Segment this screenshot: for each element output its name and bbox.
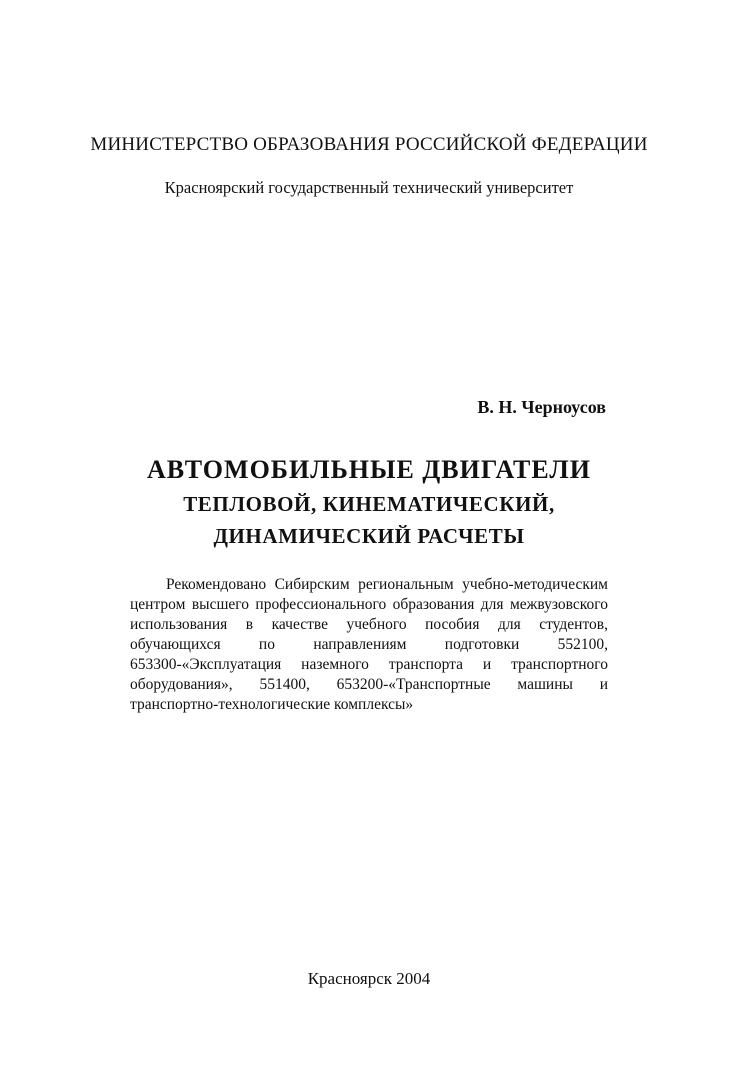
publication-place-year: Красноярск 2004 [307, 969, 431, 988]
title-main-line: АВТОМОБИЛЬНЫЕ ДВИГАТЕЛИ [147, 455, 591, 484]
title-subtitle-line-2: ДИНАМИЧЕСКИЙ РАСЧЕТЫ [213, 524, 525, 548]
university-name: Красноярский государственный технический университет [164, 178, 574, 197]
title-subtitle-line-1: ТЕПЛОВОЙ, КИНЕМАТИЧЕСКИЙ, [183, 492, 555, 516]
author-name: В. Н. Черноусов [477, 397, 606, 417]
recommendation-paragraph: Рекомендовано Сибирским региональным учебно-методическим центром высшего профессионального образования для межвузовского использования в качестве учебного пособия для студентов, обучающихся по направлениям подготовки 552100, 653300-«Эксплуатация наземного транспорта и транспортного оборудования», 551400, 653200-«Транспортные машины и транспортно-технологические комплексы» [130, 576, 608, 713]
ministry-heading: МИНИСТЕРСТВО ОБРАЗОВАНИЯ РОССИЙСКОЙ ФЕДЕРАЦИИ [90, 134, 648, 155]
book-title [0, 452, 738, 552]
